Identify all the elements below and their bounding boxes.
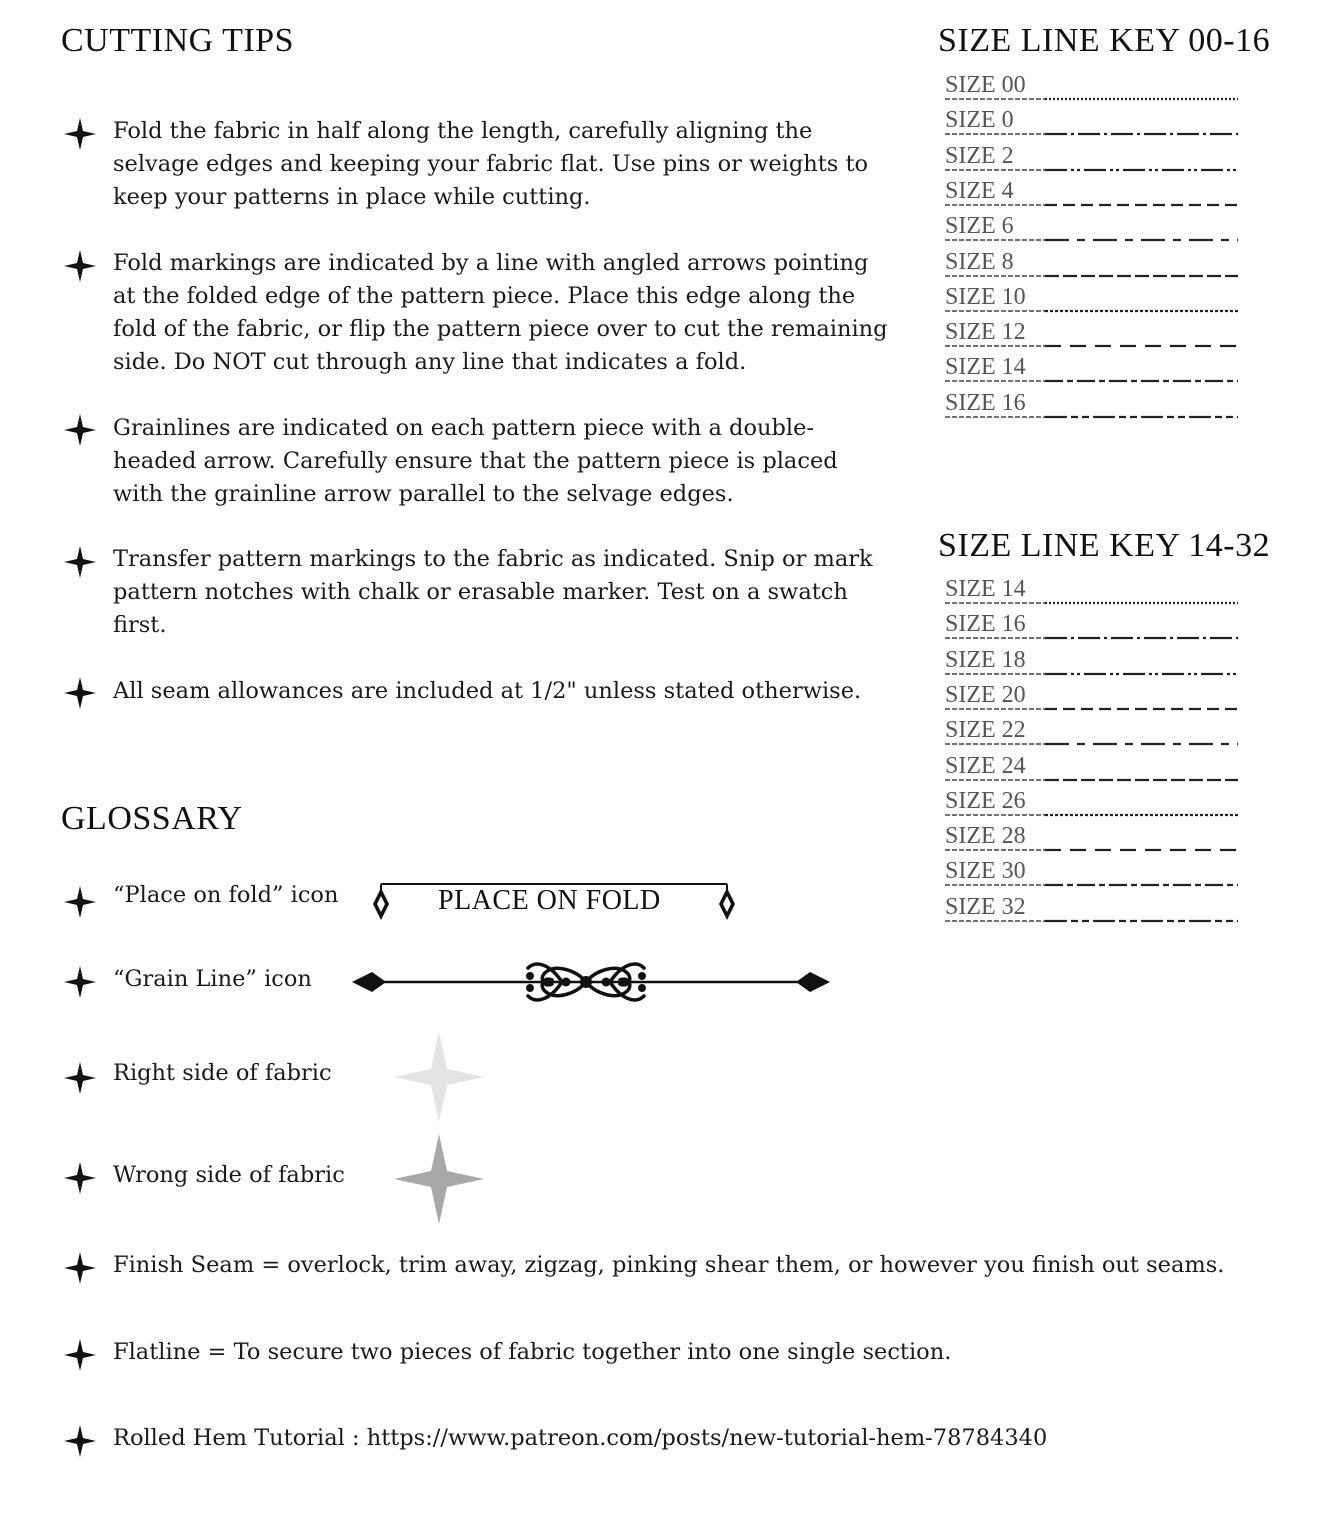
size-label: SIZE 30 — [945, 858, 1026, 885]
size-line-sample — [945, 354, 1245, 386]
right-side-star-icon — [392, 1030, 486, 1124]
size-key-2-row — [945, 717, 1245, 747]
size-label: SIZE 4 — [945, 177, 1014, 204]
size-line-sample — [945, 894, 1245, 926]
size-label: SIZE 8 — [945, 248, 1014, 275]
size-label: SIZE 0 — [945, 107, 1014, 134]
tip-1: Fold the fabric in half along the length, carefully aligning the selvage edges and keeping your fabric flat. Use pins or weights to keep your patterns in place while cutting. — [113, 118, 869, 210]
size-key-1-row — [945, 72, 1245, 102]
size-line-sample — [945, 178, 1245, 210]
wrong-side-star-icon — [392, 1132, 486, 1226]
place-on-fold-label: “Place on fold” icon — [113, 882, 339, 908]
finish-seam-definition: Finish Seam = overlock, trim away, zigzag, pinking shear them, or however you finish out seams. — [113, 1252, 1225, 1278]
four-point-star-icon — [64, 966, 96, 998]
size-key-1-row — [945, 354, 1245, 384]
size-line-sample — [945, 390, 1245, 422]
size-label: SIZE 2 — [945, 142, 1014, 169]
size-line-sample — [945, 788, 1245, 820]
size-line-sample — [945, 143, 1245, 175]
size-key-2-list — [945, 576, 1245, 926]
size-key-2-row — [945, 788, 1245, 818]
size-line-sample — [945, 682, 1245, 714]
size-key-2-row — [945, 647, 1245, 677]
four-point-star-icon — [64, 1425, 96, 1457]
size-label: SIZE 16 — [945, 389, 1026, 416]
size-line-sample — [945, 72, 1245, 104]
size-line-sample — [945, 647, 1245, 679]
place-on-fold-icon-text: PLACE ON FOLD — [438, 885, 661, 916]
size-key-1-title: SIZE LINE KEY 00-16 — [938, 22, 1271, 59]
size-label: SIZE 10 — [945, 283, 1026, 310]
size-label: SIZE 20 — [945, 681, 1026, 708]
size-label: SIZE 12 — [945, 319, 1026, 346]
grain-line-icon — [350, 950, 832, 1014]
four-point-star-icon — [64, 546, 96, 578]
size-line-sample — [945, 611, 1245, 643]
size-key-1-row — [945, 107, 1245, 137]
size-line-sample — [945, 823, 1245, 855]
four-point-star-icon — [64, 1062, 96, 1094]
size-label: SIZE 28 — [945, 823, 1026, 850]
size-line-sample — [945, 576, 1245, 608]
tip-5: All seam allowances are included at 1/2" unless stated otherwise. — [113, 678, 862, 704]
wrong-side-label: Wrong side of fabric — [113, 1162, 345, 1188]
size-label: SIZE 16 — [945, 611, 1026, 638]
size-key-1-row — [945, 319, 1245, 349]
size-label: SIZE 18 — [945, 646, 1026, 673]
size-key-1-row — [945, 178, 1245, 208]
size-key-2-row — [945, 894, 1245, 924]
size-key-2-row — [945, 682, 1245, 712]
size-key-2-title: SIZE LINE KEY 14-32 — [938, 527, 1271, 564]
size-label: SIZE 6 — [945, 213, 1014, 240]
size-line-sample — [945, 284, 1245, 316]
four-point-star-icon — [64, 886, 96, 918]
size-key-2-row — [945, 858, 1245, 888]
tip-3: Grainlines are indicated on each pattern piece with a double-headed arrow. Carefully ensure that the pattern piece is placed with the grainline arrow parallel to the selvage edges. — [113, 415, 838, 507]
size-key-1-row — [945, 390, 1245, 420]
size-label: SIZE 14 — [945, 354, 1026, 381]
cutting-tips-title: CUTTING TIPS — [61, 22, 294, 59]
size-key-2-row — [945, 611, 1245, 641]
right-side-label: Right side of fabric — [113, 1060, 332, 1086]
size-line-sample — [945, 858, 1245, 890]
tip-4: Transfer pattern markings to the fabric as indicated. Snip or mark pattern notches with chalk or erasable marker. Test on a swatch first. — [113, 546, 873, 638]
size-key-2-row — [945, 823, 1245, 853]
size-line-sample — [945, 717, 1245, 749]
size-line-sample — [945, 249, 1245, 281]
size-key-1-row — [945, 213, 1245, 243]
four-point-star-icon — [64, 414, 96, 446]
size-key-1-row — [945, 284, 1245, 314]
tip-2: Fold markings are indicated by a line with angled arrows pointing at the folded edge of the pattern piece. Place this edge along the fold of the fabric, or flip the pattern piece over to cut the remaining side. Do NOT cut through any line that indicates a fold. — [113, 250, 888, 375]
four-point-star-icon — [64, 677, 96, 709]
four-point-star-icon — [64, 118, 96, 150]
size-line-sample — [945, 753, 1245, 785]
size-key-1-list — [945, 72, 1245, 422]
rolled-hem-tutorial-link[interactable]: Rolled Hem Tutorial : https://www.patreon.com/posts/new-tutorial-hem-78784340 — [113, 1425, 1048, 1451]
size-label: SIZE 26 — [945, 787, 1026, 814]
grain-line-label: “Grain Line” icon — [113, 966, 312, 992]
size-key-2-row — [945, 576, 1245, 606]
size-key-2-row — [945, 753, 1245, 783]
four-point-star-icon — [64, 1339, 96, 1371]
size-line-sample — [945, 319, 1245, 351]
four-point-star-icon — [64, 250, 96, 282]
size-line-sample — [945, 213, 1245, 245]
size-key-1-row — [945, 143, 1245, 173]
size-label: SIZE 00 — [945, 72, 1026, 98]
flatline-definition: Flatline = To secure two pieces of fabric together into one single section. — [113, 1339, 952, 1365]
size-label: SIZE 24 — [945, 752, 1026, 779]
four-point-star-icon — [64, 1252, 96, 1284]
size-label: SIZE 32 — [945, 893, 1026, 920]
size-line-sample — [945, 107, 1245, 139]
size-label: SIZE 22 — [945, 717, 1026, 744]
four-point-star-icon — [64, 1162, 96, 1194]
glossary-title: GLOSSARY — [61, 800, 243, 837]
size-key-1-row — [945, 249, 1245, 279]
size-label: SIZE 14 — [945, 576, 1026, 602]
